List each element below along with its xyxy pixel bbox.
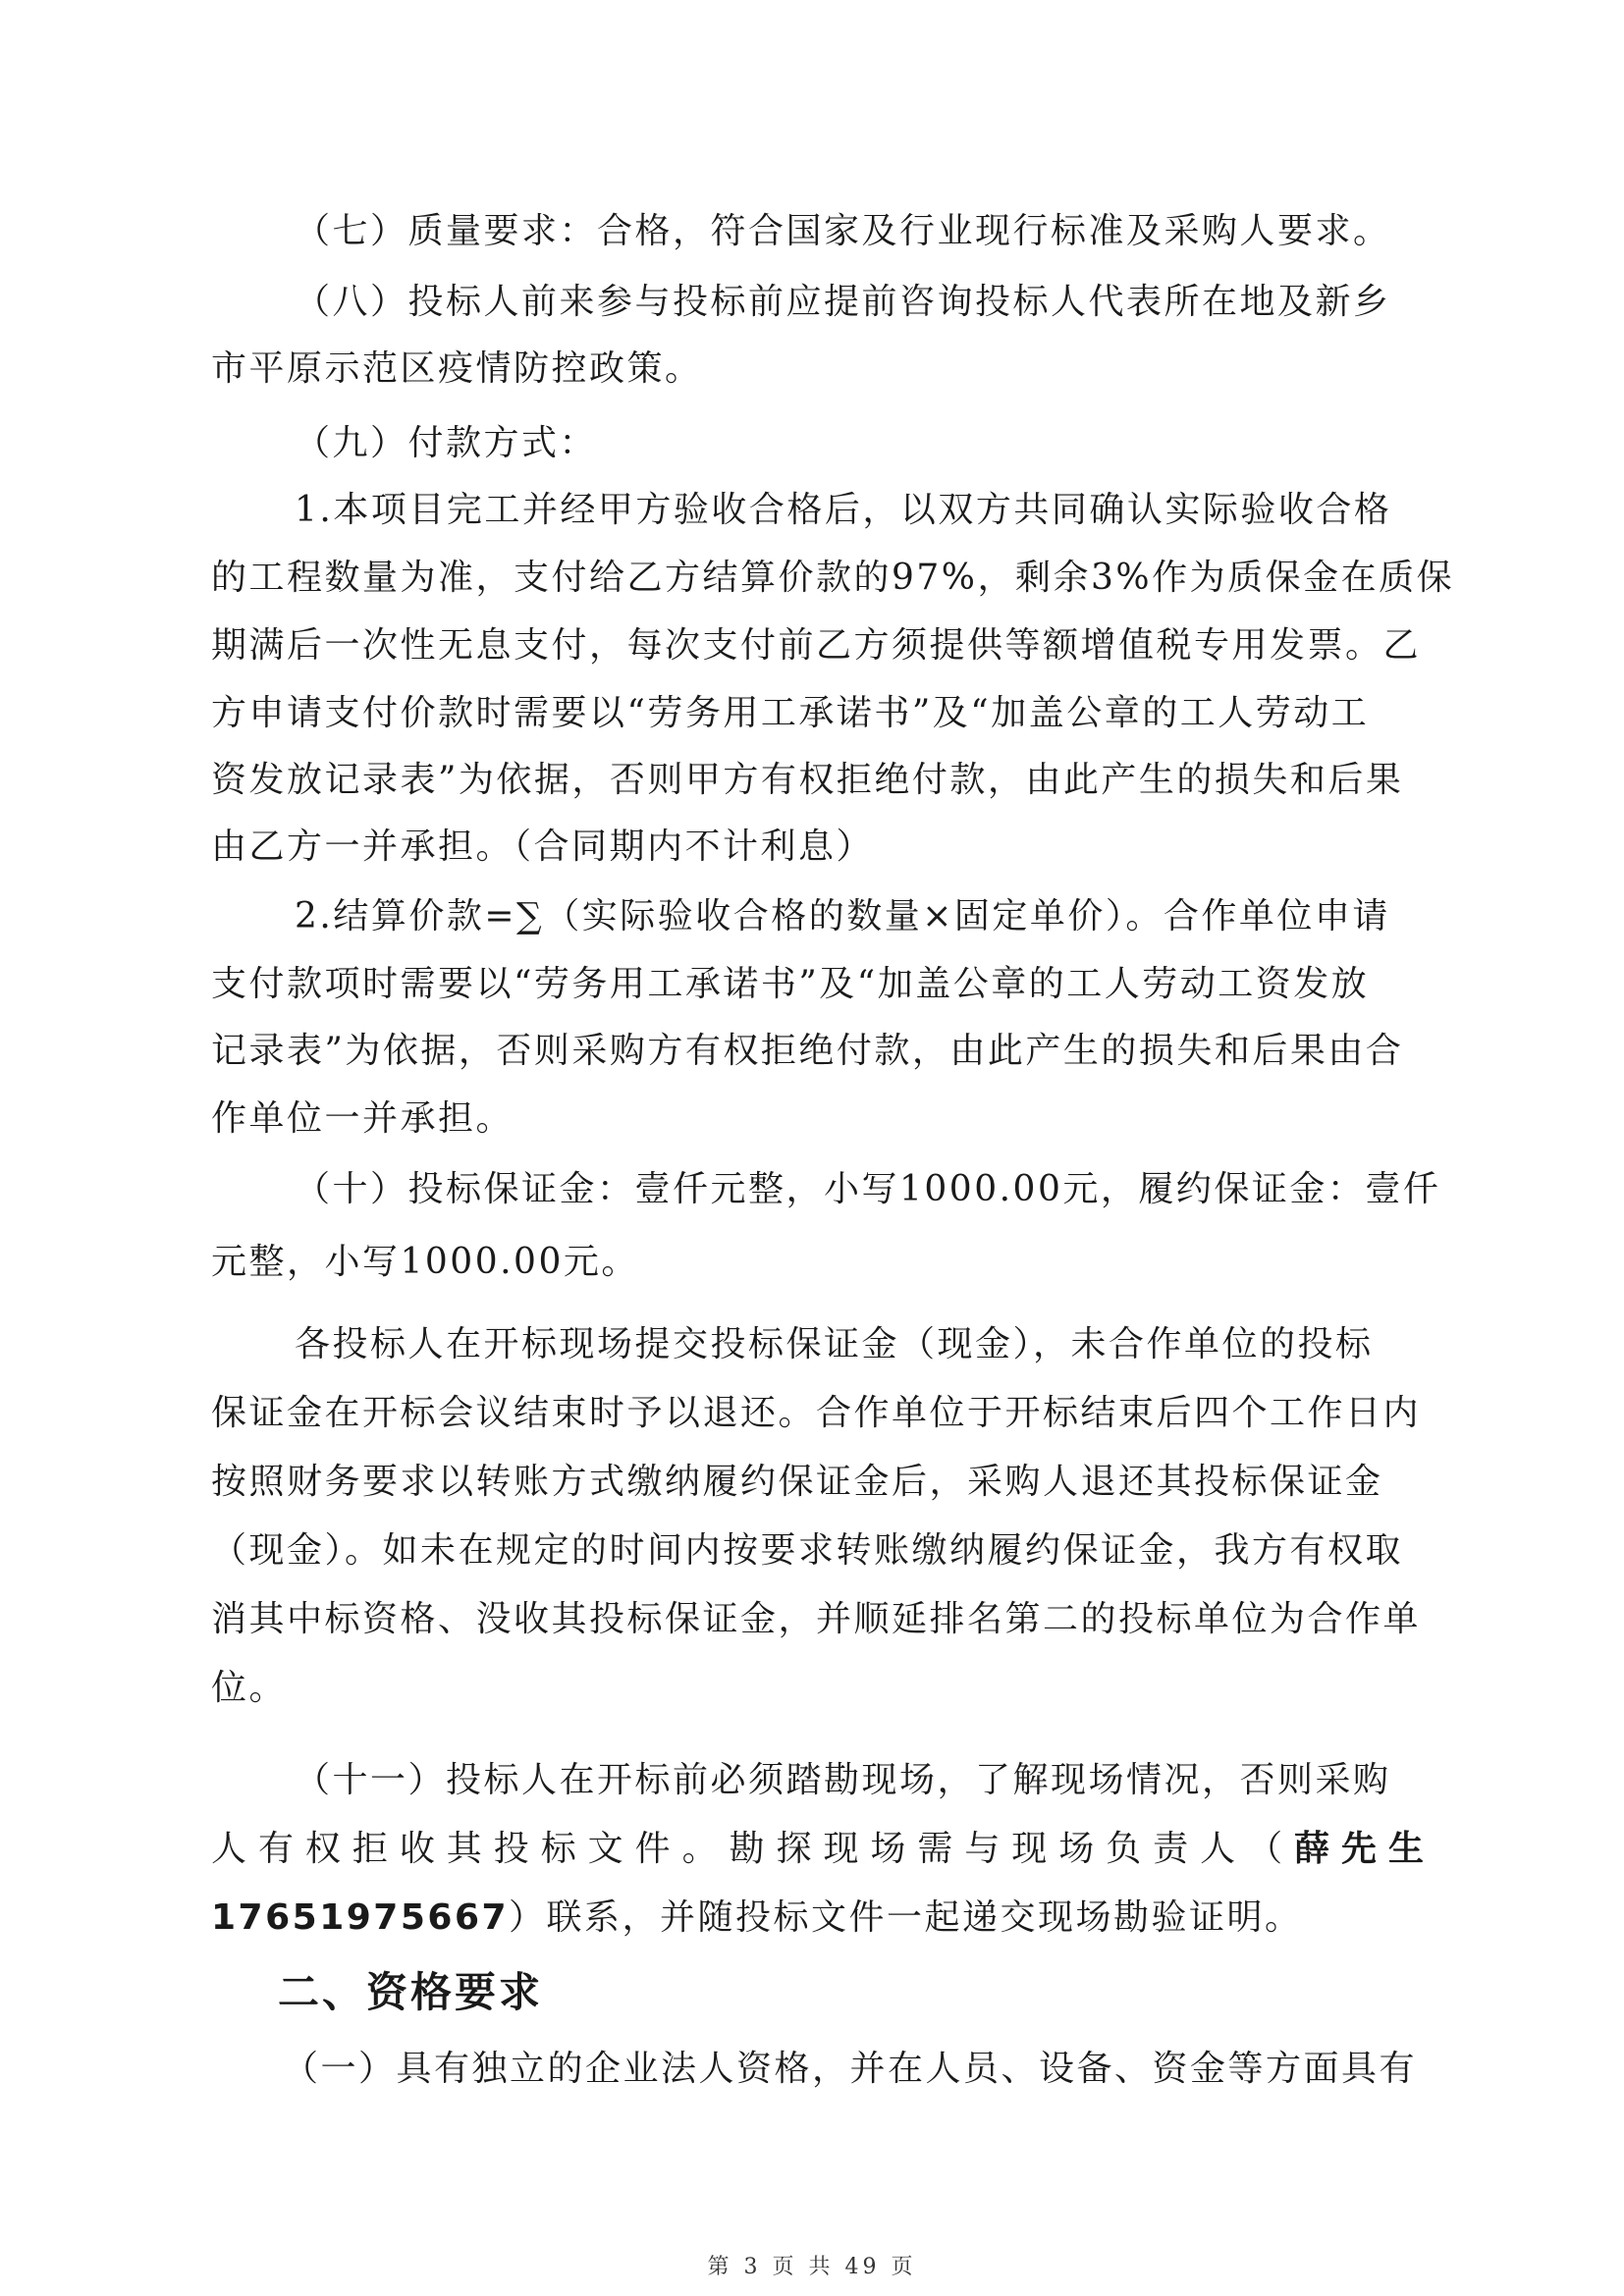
paragraph-epidemic-policy-line1: （八）投标人前来参与投标前应提前咨询投标人代表所在地及新乡 [295, 282, 1391, 322]
paragraph-bid-deposit-line2: 元整，小写1000.00元。 [211, 1242, 639, 1282]
paragraph-deposit-refund-line6: 位。 [211, 1668, 288, 1708]
paragraph-bid-deposit-line1: （十）投标保证金：壹仟元整，小写1000.00元，履约保证金：壹仟 [295, 1169, 1441, 1209]
payment-item-1-line1: 1.本项目完工并经甲方验收合格后，以双方共同确认实际验收合格 [295, 490, 1392, 530]
paragraph-site-survey-line3 [211, 1895, 1303, 1942]
payment-item-2-line4: 作单位一并承担。 [211, 1098, 514, 1139]
paragraph-deposit-refund-line4: （现金）。如未在规定的时间内按要求转账缴纳履约保证金，我方有权取 [211, 1530, 1404, 1571]
payment-item-1-line5: 资发放记录表”为依据，否则甲方有权拒绝付款，由此产生的损失和后果 [211, 760, 1404, 800]
paragraph-quality-requirement: （七）质量要求：合格，符合国家及行业现行标准及采购人要求。 [295, 211, 1391, 251]
paragraph-payment-method-title: （九）付款方式： [295, 423, 598, 463]
payment-item-1-line4: 方申请支付价款时需要以“劳务用工承诺书”及“加盖公章的工人劳动工 [211, 693, 1370, 733]
payment-item-2-line1: 2.结算价款=∑（实际验收合格的数量×固定单价）。合作单位申请 [295, 896, 1390, 936]
payment-item-2-line2: 支付款项时需要以“劳务用工承诺书”及“加盖公章的工人劳动工资发放 [211, 964, 1370, 1004]
contact-person-name: 薛先生 [1294, 1829, 1424, 1869]
paragraph-deposit-refund-line2: 保证金在开标会议结束时予以退还。合作单位于开标结束后四个工作日内 [211, 1393, 1422, 1433]
paragraph-deposit-refund-line1: 各投标人在开标现场提交投标保证金（现金），未合作单位的投标 [295, 1324, 1374, 1364]
paragraph-site-survey-line2 [211, 1826, 1424, 1873]
payment-item-1-line2: 的工程数量为准，支付给乙方结算价款的97%，剩余3%作为质保金在质保 [211, 558, 1455, 598]
paragraph-deposit-refund-line3: 按照财务要求以转账方式缴纳履约保证金后，采购人退还其投标保证金 [211, 1462, 1383, 1502]
payment-item-1-line6: 由乙方一并承担。（合同期内不计利息） [211, 827, 875, 867]
payment-item-2-line3: 记录表”为依据，否则采购方有权拒绝付款，由此产生的损失和后果由合 [211, 1031, 1404, 1071]
site-survey-text: 人有权拒收其投标文件。勘探现场需与现场负责人（ [211, 1829, 1295, 1869]
page-footer: 第 3 页 共 49 页 [707, 2255, 917, 2279]
paragraph-deposit-refund-line5: 消其中标资格、没收其投标保证金，并顺延排名第二的投标单位为合作单 [211, 1599, 1422, 1639]
site-survey-text-end: ）联系，并随投标文件一起递交现场勘验证明。 [509, 1897, 1303, 1938]
paragraph-epidemic-policy-line2: 市平原示范区疫情防控政策。 [211, 348, 703, 389]
contact-phone-number: 17651975667 [211, 1897, 510, 1938]
section-heading-qualification: 二、资格要求 [278, 1968, 544, 2016]
paragraph-site-survey-line1: （十一）投标人在开标前必须踏勘现场，了解现场情况，否则采购 [295, 1760, 1391, 1800]
qualification-item-1: （一）具有独立的企业法人资格，并在人员、设备、资金等方面具有 [283, 2049, 1418, 2089]
payment-item-1-line3: 期满后一次性无息支付，每次支付前乙方须提供等额增值税专用发票。乙 [211, 625, 1422, 666]
